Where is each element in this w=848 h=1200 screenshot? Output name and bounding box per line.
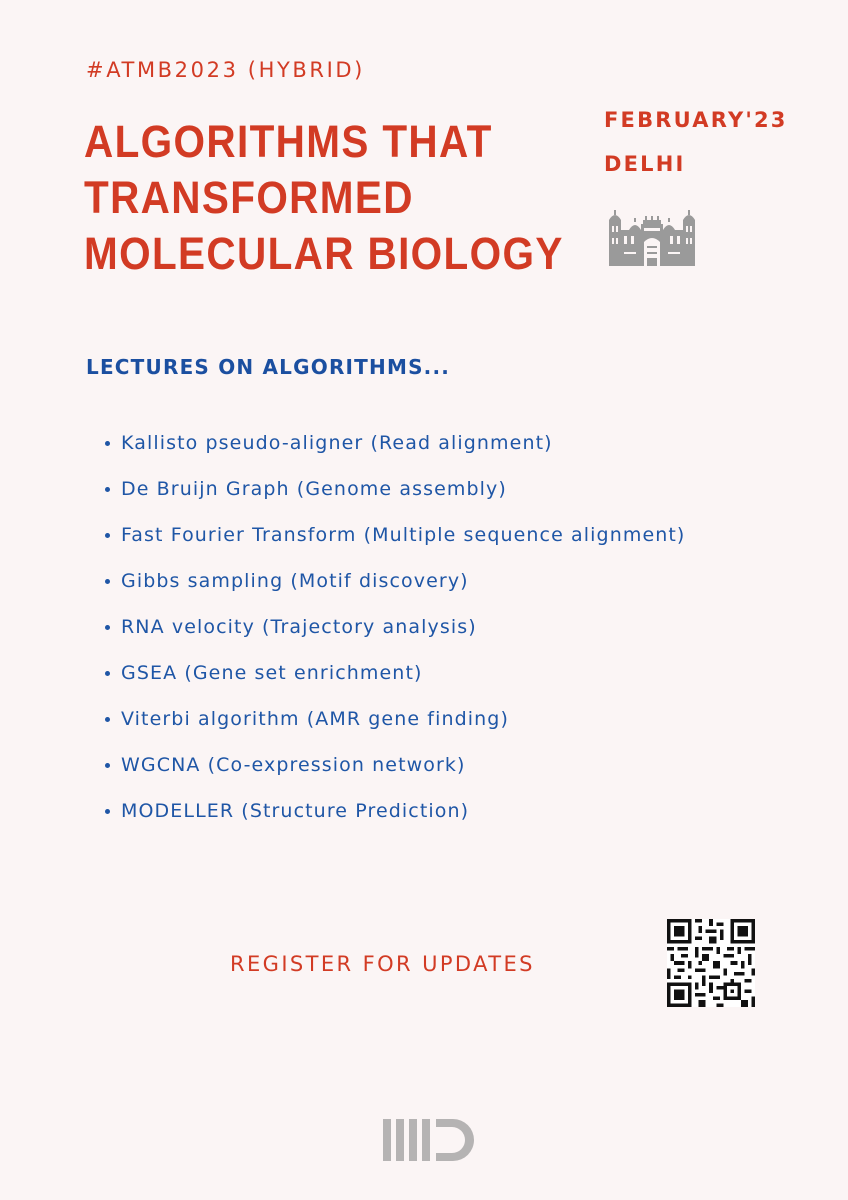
list-item: [104, 604, 704, 650]
red-fort-monument-icon: [608, 206, 696, 268]
bullet-icon: [105, 533, 110, 538]
lectures-heading: LECTURES ON ALGORITHMS...: [86, 355, 451, 379]
bullet-icon: [105, 809, 110, 814]
lecture-list: [104, 420, 704, 834]
register-link[interactable]: REGISTER FOR UPDATES: [230, 952, 535, 976]
title-line: MOLECULAR BIOLOGY: [84, 228, 564, 279]
lecture-label: WGCNA (Co-expression network): [121, 754, 466, 776]
qr-code-icon[interactable]: [667, 919, 755, 1007]
bullet-icon: [105, 487, 110, 492]
bullet-icon: [105, 671, 110, 676]
title-line: ALGORITHMS THAT: [84, 116, 493, 167]
lecture-label: Fast Fourier Transform (Multiple sequence alignment): [121, 524, 686, 546]
iiitd-logo: [383, 1117, 475, 1163]
list-item: [104, 558, 704, 604]
list-item: [104, 512, 704, 558]
lecture-label: Gibbs sampling (Motif discovery): [121, 570, 469, 592]
event-city: DELHI: [604, 152, 686, 176]
list-item: [104, 466, 704, 512]
bullet-icon: [105, 579, 110, 584]
event-hashtag: #ATMB2023 (HYBRID): [86, 58, 365, 82]
lecture-label: RNA velocity (Trajectory analysis): [121, 616, 477, 638]
bullet-icon: [105, 625, 110, 630]
list-item: [104, 742, 704, 788]
lecture-label: GSEA (Gene set enrichment): [121, 662, 423, 684]
title-line: TRANSFORMED: [84, 172, 414, 223]
lecture-label: De Bruijn Graph (Genome assembly): [121, 478, 507, 500]
poster-title: [84, 114, 564, 282]
list-item: [104, 696, 704, 742]
bullet-icon: [105, 717, 110, 722]
lecture-label: MODELLER (Structure Prediction): [121, 800, 470, 822]
list-item: [104, 788, 704, 834]
list-item: [104, 420, 704, 466]
list-item: [104, 650, 704, 696]
bullet-icon: [105, 763, 110, 768]
lecture-label: Viterbi algorithm (AMR gene finding): [121, 708, 509, 730]
event-date: FEBRUARY'23: [604, 108, 788, 132]
lecture-label: Kallisto pseudo-aligner (Read alignment): [121, 432, 553, 454]
bullet-icon: [105, 441, 110, 446]
